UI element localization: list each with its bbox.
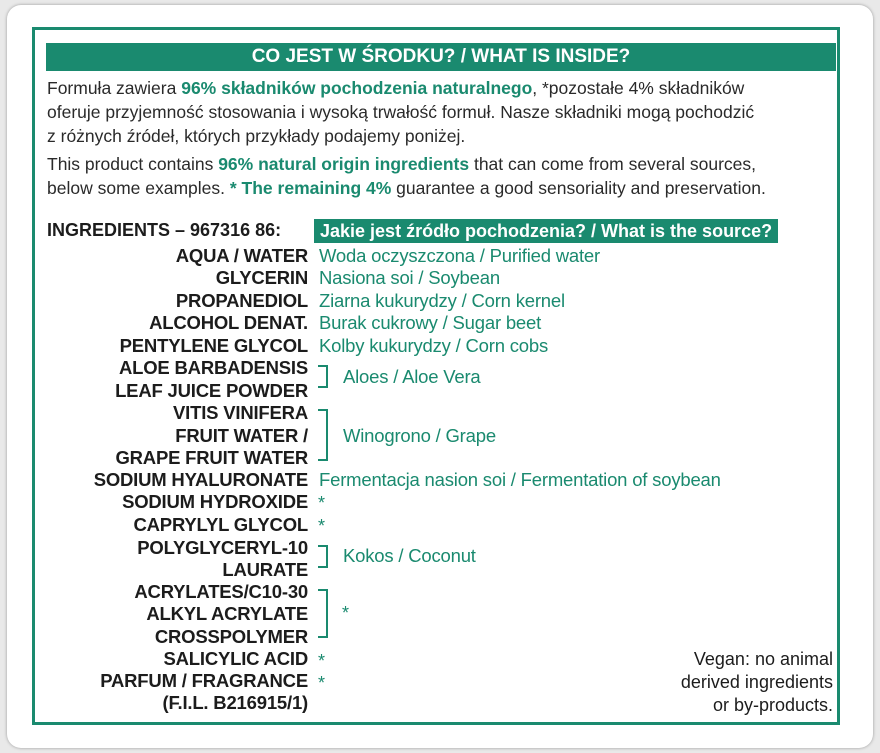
vegan-line: Vegan: no animal	[693, 649, 833, 669]
intro-en-highlight: 96% natural origin ingredients	[218, 154, 470, 174]
ingredient: CROSSPOLYMER	[154, 626, 308, 647]
ingredient: VITIS VINIFERA	[173, 402, 308, 423]
ingredient: AQUA / WATER	[175, 245, 308, 266]
intro-pl-line2: oferuje przyjemność stosowania i wysoką trwałość formuł. Nasze składniki mogą pochodzić	[47, 102, 755, 122]
intro-en-text-2: that can come from several sources,	[469, 154, 757, 174]
ingredients-header: INGREDIENTS – 967316 86:	[47, 220, 282, 240]
intro-en-line2: below some examples.	[47, 178, 230, 198]
intro-pl-line3: z różnych źródeł, których przykłady podajemy poniżej.	[47, 126, 466, 146]
source-grape: Winogrono / Grape	[343, 425, 496, 446]
intro-en-text: This product contains	[47, 154, 219, 174]
star-marker: *	[318, 651, 326, 671]
ingredient: PENTYLENE GLYCOL	[119, 335, 308, 356]
source-coconut: Kokos / Coconut	[343, 545, 476, 566]
source-alcohol: Burak cukrowy / Sugar beet	[319, 312, 542, 333]
intro-pl-highlight: 96% składników pochodzenia naturalnego	[181, 78, 533, 98]
vegan-line: or by-products.	[712, 695, 833, 715]
ingredient: SODIUM HYALURONATE	[93, 469, 308, 490]
vegan-line: derived ingredients	[680, 672, 833, 692]
intro-polish	[47, 76, 837, 148]
intro-en-highlight-2: * The remaining 4%	[229, 178, 392, 198]
ingredient: FRUIT WATER /	[175, 425, 308, 446]
intro-pl-text: Formuła zawiera	[47, 78, 182, 98]
ingredient: LEAF JUICE POWDER	[115, 380, 308, 401]
ingredient: ALOE BARBADENSIS	[118, 357, 308, 378]
source-propanediol: Ziarna kukurydzy / Corn kernel	[319, 290, 565, 311]
ingredient: (F.I.L. B216915/1)	[162, 692, 308, 713]
star-marker: *	[318, 493, 326, 513]
vegan-note	[681, 648, 833, 717]
source-glycerin: Nasiona soi / Soybean	[319, 267, 500, 288]
ingredient: GRAPE FRUIT WATER	[115, 447, 308, 468]
star-marker: *	[318, 516, 326, 536]
bracket-acrylates	[318, 589, 328, 638]
section-title: CO JEST W ŚRODKU? / WHAT IS INSIDE?	[46, 43, 836, 71]
ingredient: CAPRYLYL GLYCOL	[133, 514, 308, 535]
source-water: Woda oczyszczona / Purified water	[319, 245, 600, 266]
ingredient: POLYGLYCERYL-10	[137, 537, 308, 558]
star-marker: *	[342, 603, 350, 623]
ingredient: PARFUM / FRAGRANCE	[100, 670, 308, 691]
bracket-grape	[318, 409, 328, 461]
source-hyaluronate: Fermentacja nasion soi / Fermentation of soybean	[319, 469, 721, 490]
intro-pl-text-2: , *pozostałe 4% składników	[532, 78, 745, 98]
ingredient: ACRYLATES/C10-30	[134, 581, 308, 602]
ingredient: LAURATE	[222, 559, 308, 580]
intro-english	[47, 152, 837, 200]
ingredient: SODIUM HYDROXIDE	[122, 491, 308, 512]
ingredient: ALCOHOL DENAT.	[149, 312, 308, 333]
ingredient: ALKYL ACRYLATE	[146, 603, 308, 624]
bracket-aloe	[318, 365, 328, 388]
source-pentylene: Kolby kukurydzy / Corn cobs	[319, 335, 549, 356]
ingredient: PROPANEDIOL	[175, 290, 308, 311]
source-header: Jakie jest źródło pochodzenia? / What is the source?	[314, 219, 778, 243]
bracket-coconut	[318, 545, 328, 568]
ingredient: GLYCERIN	[215, 267, 308, 288]
star-marker: *	[318, 673, 326, 693]
intro-en-line2-end: guarantee a good sensoriality and preservation.	[391, 178, 766, 198]
ingredient: SALICYLIC ACID	[163, 648, 308, 669]
source-aloe: Aloes / Aloe Vera	[343, 366, 481, 387]
